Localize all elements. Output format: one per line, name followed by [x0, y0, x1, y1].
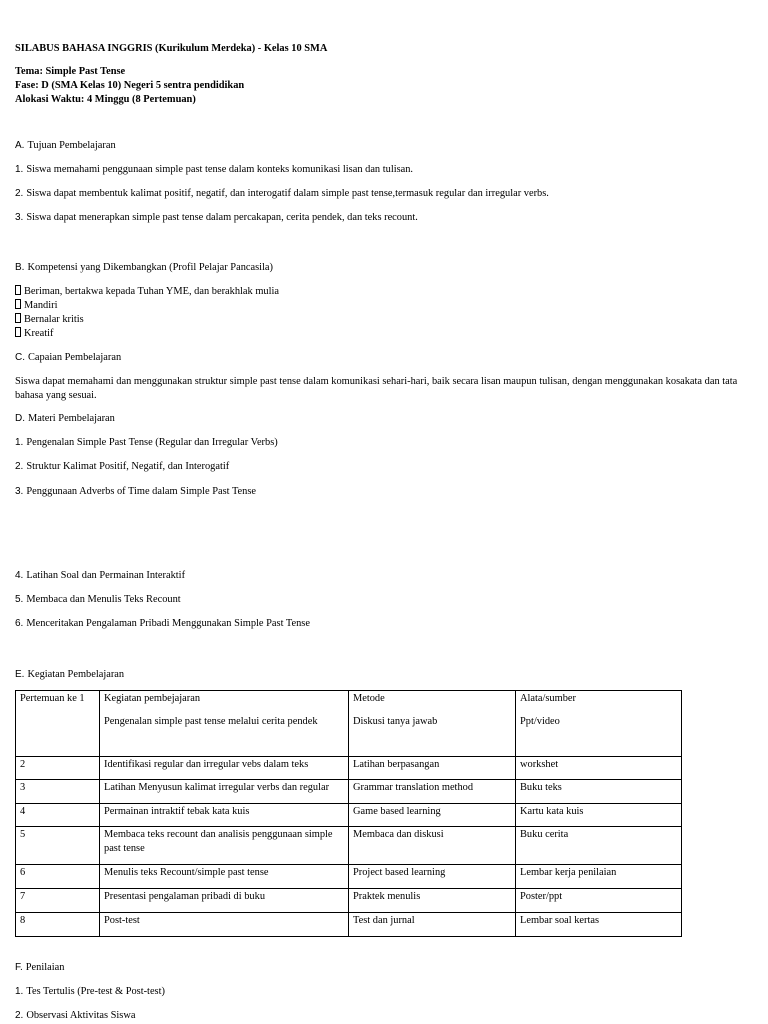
materi-item: 5. Membaca dan Menulis Teks Recount [15, 594, 181, 605]
section-b-heading: B. Kompetensi yang Dikembangkan (Profil Pelajar Pancasila) [15, 262, 274, 273]
section-f-heading: F. Penilaian [15, 962, 65, 973]
table-row [16, 865, 682, 889]
table-row [16, 827, 682, 865]
alokasi-line: Alokasi Waktu: 4 Minggu (8 Pertemuan) [15, 94, 196, 105]
document-title: SILABUS BAHASA INGGRIS (Kurikulum Merdeka) - Kelas 10 SMA [15, 43, 328, 54]
section-e-heading: E. Kegiatan Pembelajaran [15, 669, 125, 680]
tujuan-item: 3. Siswa dapat menerapkan simple past tense dalam percakapan, cerita pendek, dan teks recount. [15, 212, 418, 223]
fase-line: Fase: D (SMA Kelas 10) Negeri 5 sentra pendidikan [15, 80, 245, 91]
table-header-cell: Pertemuan ke 1 [20, 693, 85, 704]
table-cell: Grammar translation method [349, 780, 516, 804]
table-cell-text: Pengenalan simple past tense melalui cerita pendek [104, 716, 318, 727]
table-row [16, 889, 682, 913]
tujuan-item: 1. Siswa memahami penggunaan simple past tense dalam konteks komunikasi lisan dan tulisan. [15, 164, 414, 175]
table-cell: 2 [16, 757, 100, 780]
checkbox-icon [15, 285, 21, 295]
table-cell: Buku teks [516, 780, 682, 804]
checkbox-icon [15, 313, 21, 323]
table-cell: Membaca dan diskusi [349, 827, 516, 865]
table-cell: Game based learning [349, 804, 516, 827]
table-cell [349, 691, 516, 757]
table-cell: Praktek menulis [349, 889, 516, 913]
table-cell-text: Diskusi tanya jawab [353, 716, 438, 727]
table-cell: 8 [16, 913, 100, 937]
table-cell: Lembar soal kertas [516, 913, 682, 937]
table-cell: Test dan jurnal [349, 913, 516, 937]
table-cell: Menulis teks Recount/simple past tense [100, 865, 349, 889]
materi-item: 3. Penggunaan Adverbs of Time dalam Simple Past Tense [15, 486, 257, 497]
materi-item: 4. Latihan Soal dan Permainan Interaktif [15, 570, 186, 581]
table-cell: Latihan Menyusun kalimat irregular verbs dan regular [100, 780, 349, 804]
section-d-heading: D. Materi Pembelajaran [15, 413, 115, 424]
table-cell: Kartu kata kuis [516, 804, 682, 827]
table-cell: Project based learning [349, 865, 516, 889]
table-cell [100, 691, 349, 757]
capaian-paragraph: Siswa dapat memahami dan menggunakan struktur simple past tense dalam komunikasi sehari-hari, baik secara lisan maupun tulisan, dengan menggunakan kosakata dan tata bahasa yang sesuai. [15, 376, 738, 401]
table-cell: Post-test [100, 913, 349, 937]
table-cell: Presentasi pengalaman pribadi di buku [100, 889, 349, 913]
table-cell: Poster/ppt [516, 889, 682, 913]
materi-item: 2. Struktur Kalimat Positif, Negatif, dan Interogatif [15, 461, 230, 472]
table-header-cell: Metode [353, 693, 385, 704]
table-header-cell: Kegiatan pembejajaran [104, 693, 201, 704]
table-cell: 6 [16, 865, 100, 889]
tujuan-item: 2. Siswa dapat membentuk kalimat positif, negatif, dan interogatif dalam simple past tense,termasuk regular dan irregular verbs. [15, 188, 549, 199]
kegiatan-table [15, 690, 682, 937]
table-cell: Membaca teks recount dan analisis penggunaan simple past tense [100, 827, 349, 865]
table-cell: Permainan intraktif tebak kata kuis [100, 804, 349, 827]
table-cell: Buku cerita [516, 827, 682, 865]
table-cell: workshet [516, 757, 682, 780]
table-cell: Identifikasi regular dan irregular vebs dalam teks [100, 757, 349, 780]
table-row [16, 913, 682, 937]
table-header-cell: Alata/sumber [520, 693, 576, 704]
table-cell-text: Ppt/video [520, 716, 560, 727]
table-row [16, 691, 682, 757]
table-cell: 3 [16, 780, 100, 804]
table-cell [516, 691, 682, 757]
penilaian-item: 1. Tes Tertulis (Pre-test & Post-test) [15, 986, 165, 997]
materi-item: 1. Pengenalan Simple Past Tense (Regular dan Irregular Verbs) [15, 437, 278, 448]
table-cell: 5 [16, 827, 100, 865]
table-cell [16, 691, 100, 757]
materi-item: 6. Menceritakan Pengalaman Pribadi Menggunakan Simple Past Tense [15, 618, 310, 629]
table-row [16, 780, 682, 804]
checkbox-icon [15, 299, 21, 309]
table-cell: 4 [16, 804, 100, 827]
kompetensi-item: Kreatif [15, 327, 53, 341]
penilaian-item: 2. Observasi Aktivitas Siswa [15, 1010, 136, 1021]
checkbox-icon [15, 327, 21, 337]
kompetensi-item: Bernalar kritis [15, 313, 84, 327]
section-c-heading: C. Capaian Pembelajaran [15, 352, 122, 363]
table-cell: Latihan berpasangan [349, 757, 516, 780]
table-row [16, 757, 682, 780]
table-cell: Lembar kerja penilaian [516, 865, 682, 889]
table-row [16, 804, 682, 827]
kompetensi-item: Beriman, bertakwa kepada Tuhan YME, dan berakhlak mulia [15, 285, 279, 299]
kompetensi-item: Mandiri [15, 299, 57, 313]
table-cell: 7 [16, 889, 100, 913]
tema-line: Tema: Simple Past Tense [15, 66, 126, 77]
section-a-heading: A. Tujuan Pembelajaran [15, 140, 116, 151]
